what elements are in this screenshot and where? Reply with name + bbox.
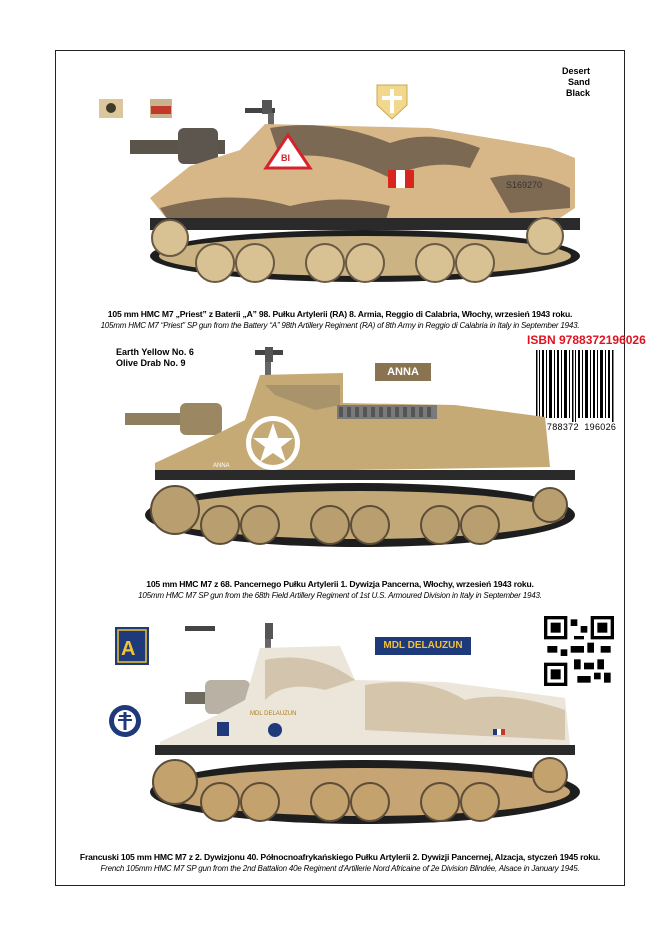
caption-vehicle-2 xyxy=(60,579,620,601)
vehicle-1-profile xyxy=(130,88,585,293)
caption-vehicle-1 xyxy=(60,309,620,331)
hull-name: ANNA xyxy=(213,463,230,469)
barcode-digits: 788372 196026 xyxy=(546,422,617,432)
isbn-label: ISBN 9788372196026 xyxy=(527,333,646,347)
caption-english: French 105mm HMC M7 SP gun from the 2nd Battalion 40e Regiment d'Artillerie Nord Africaine of 2e Division Blindée, Alsace in January 1945. xyxy=(100,864,580,873)
caption-polish: 105 mm HMC M7 z 68. Pancernego Pułku Artylerii 1. Dywizja Pancerna, Włochy, wrzesień 1943 roku. xyxy=(146,579,534,589)
name-plate: MDL DELAUZUN xyxy=(375,637,471,655)
hull-name: MDL DELAUZUN xyxy=(250,711,297,717)
serial-number: S169270 xyxy=(506,180,543,190)
caption-polish: 105 mm HMC M7 „Priest” z Baterii „A” 98. Pułku Artylerii (RA) 8. Armia, Reggio di Calabria, Włochy, wrzesień 1943 roku. xyxy=(107,309,573,319)
caption-english: 105mm HMC M7 SP gun from the 68th Field Artillery Regiment of 1st U.S. Armoured Division in Italy in September 1943. xyxy=(138,591,542,600)
vehicle-2-profile xyxy=(125,345,580,560)
legend-item: Olive Drab No. 9 xyxy=(116,358,186,368)
caption-polish: Francuski 105 mm HMC M7 z 2. Dywizjonu 40. Północnoafrykańskiego Pułku Artylerii 2. Dywizji Pancernej, Alzacja, styczeń 1945 roku. xyxy=(79,852,601,862)
caption-english: 105mm HMC M7 “Priest” SP gun from the Battery “A” 98th Artillery Regiment (RA) of 8th Army in Reggio di Calabria in Italy in September 1943. xyxy=(100,321,580,330)
vehicle-3-profile xyxy=(125,620,585,835)
legend-item: Black xyxy=(565,88,590,98)
legend-item: Desert Sand xyxy=(561,66,590,87)
caption-vehicle-3 xyxy=(60,852,620,874)
hull-marking: BI xyxy=(281,153,290,163)
name-plate: ANNA xyxy=(375,363,431,381)
svg-text:A: A xyxy=(121,638,136,660)
legend-item: Earth Yellow No. 6 xyxy=(116,347,194,357)
